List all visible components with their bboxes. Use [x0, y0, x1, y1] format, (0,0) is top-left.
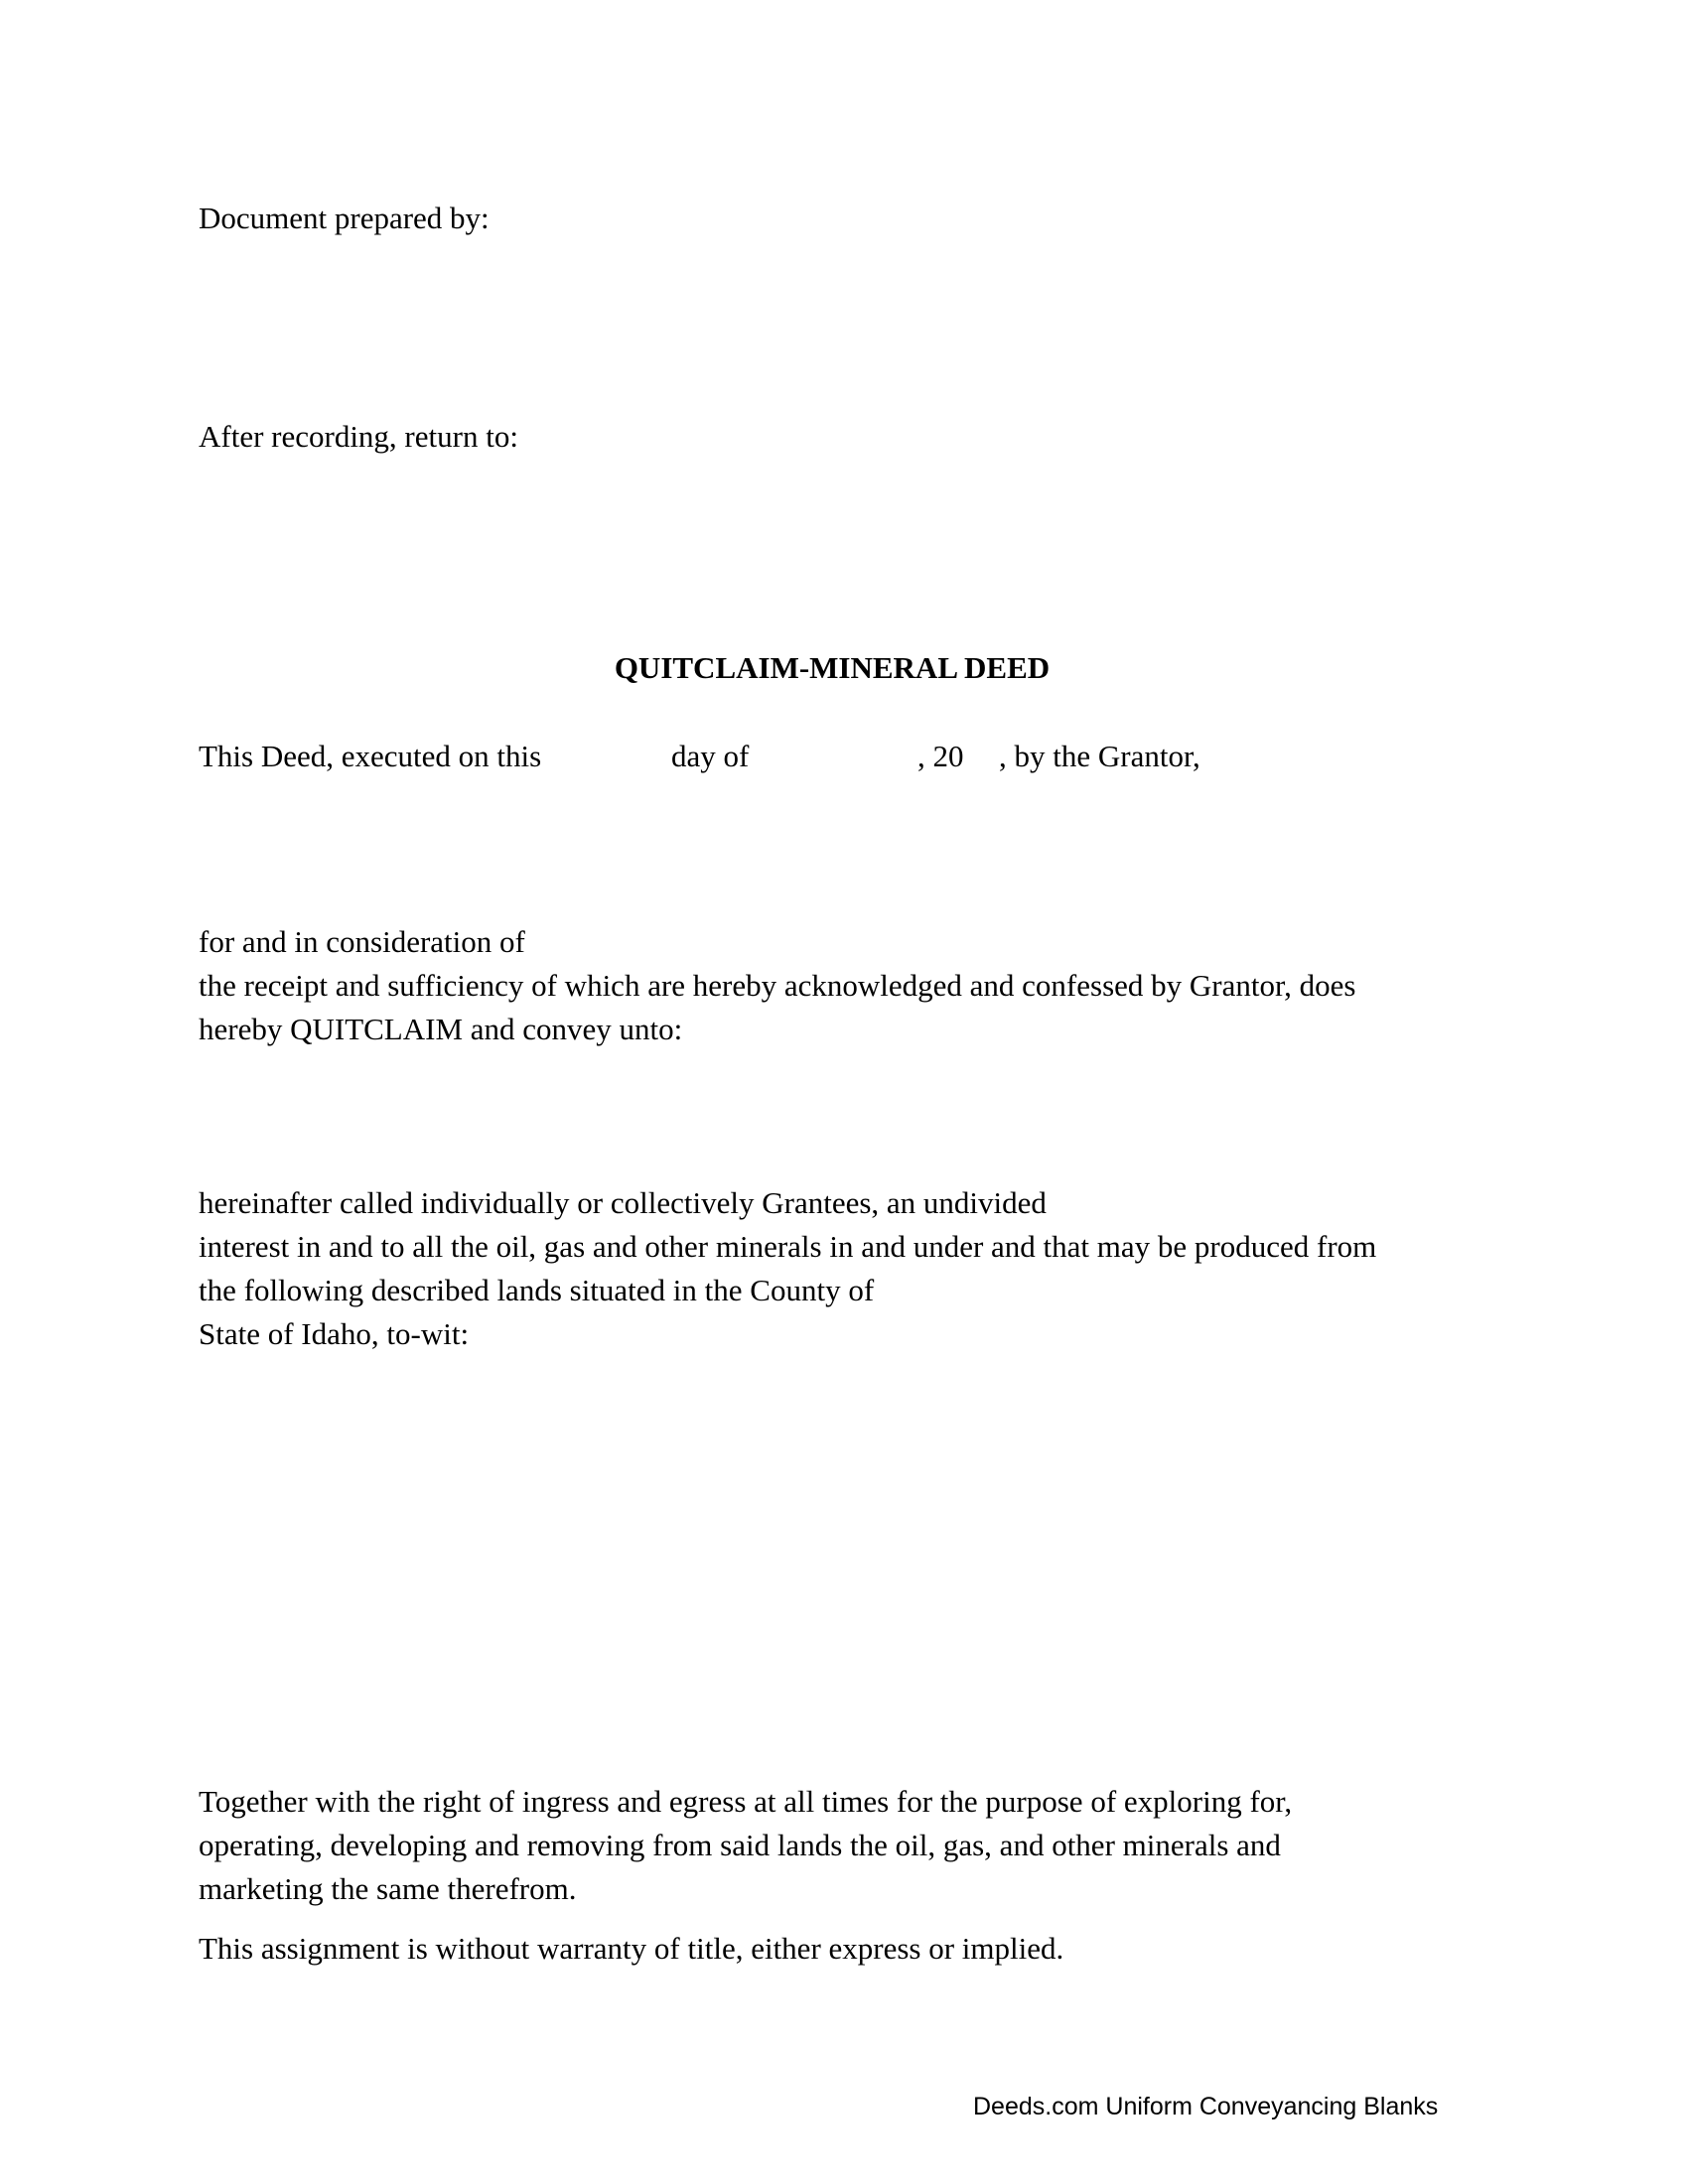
rights-line-3: marketing the same therefrom. [199, 1871, 577, 1906]
grantees-line-2: interest in and to all the oil, gas and other minerals in and under and that may be produced from [199, 1229, 1377, 1264]
execution-grantor: , by the Grantor, [999, 739, 1200, 773]
execution-text-start: This Deed, executed on this [199, 739, 542, 773]
execution-year-prefix: , 20 [917, 739, 964, 773]
rights-line-2: operating, developing and removing from said lands the oil, gas, and other minerals and [199, 1828, 1281, 1862]
prepared-by-label: Document prepared by: [199, 201, 490, 235]
consideration-line-3: hereby QUITCLAIM and convey unto: [199, 1012, 683, 1046]
grantees-line-1: hereinafter called individually or collectively Grantees, an undivided [199, 1185, 1047, 1220]
footer-text: Deeds.com Uniform Conveyancing Blanks [973, 2093, 1439, 2120]
consideration-line-1: for and in consideration of [199, 924, 525, 959]
grantees-line-4: State of Idaho, to-wit: [199, 1316, 470, 1351]
rights-line-1: Together with the right of ingress and egress at all times for the purpose of exploring for, [199, 1784, 1293, 1819]
return-to-label: After recording, return to: [199, 419, 518, 454]
execution-day-of: day of [671, 739, 750, 773]
document-title: QUITCLAIM-MINERAL DEED [614, 650, 1051, 685]
warranty-statement: This assignment is without warranty of title, either express or implied. [199, 1931, 1064, 1966]
grantees-line-3: the following described lands situated in the County of [199, 1273, 875, 1307]
consideration-line-2: the receipt and sufficiency of which are hereby acknowledged and confessed by Grantor, does [199, 968, 1356, 1003]
